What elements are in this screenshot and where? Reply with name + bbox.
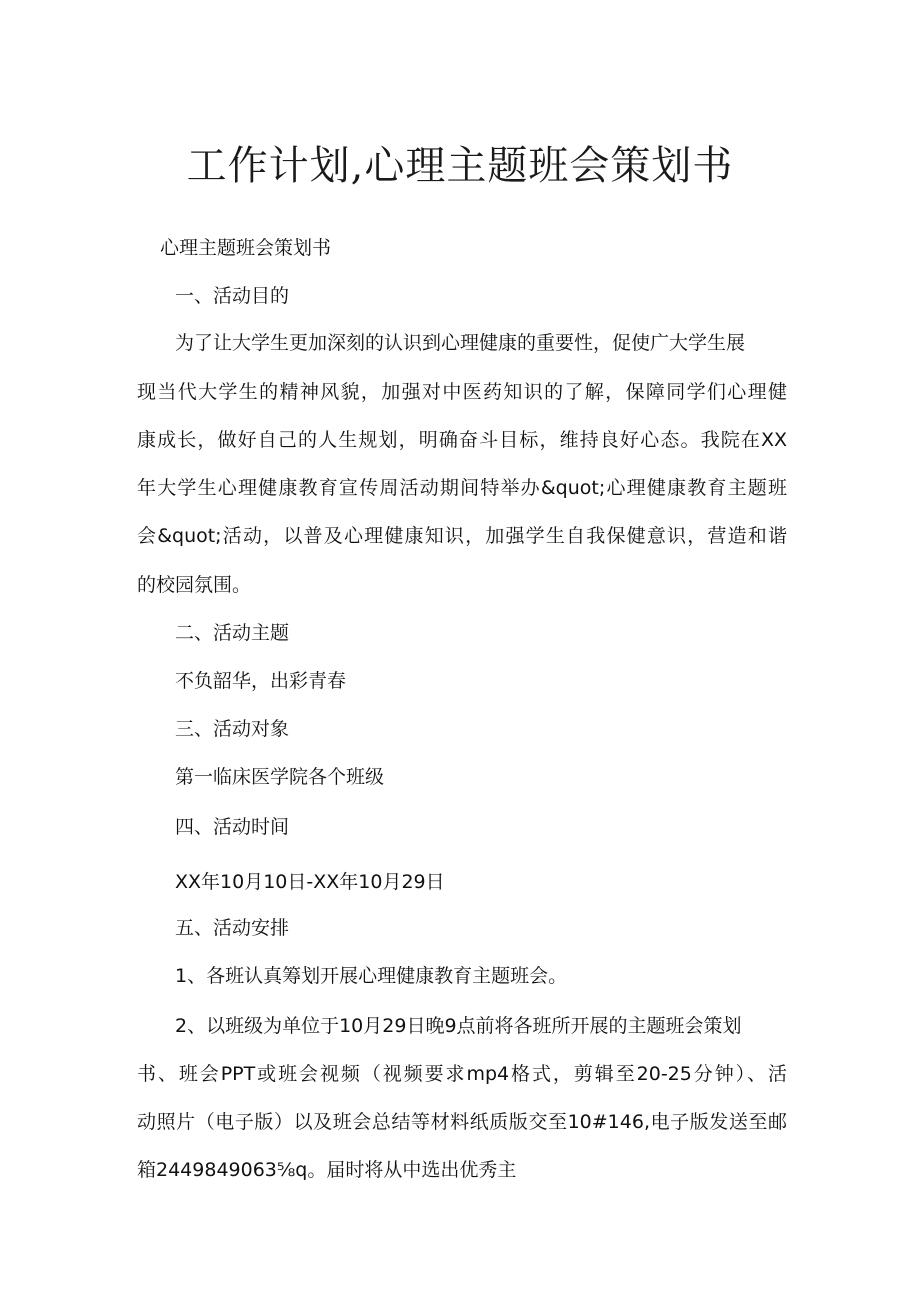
purpose-paragraph-line: 现当代大学生的精神风貌，加强对中医药知识的了解，保障同学们心理健 bbox=[137, 381, 787, 403]
arrangement-item-line: 动照片（电子版）以及班会总结等材料纸质版交至10#146,电子版发送至邮 bbox=[137, 1111, 787, 1133]
audience-text: 第一临床医学院各个班级 bbox=[175, 766, 385, 788]
arrangement-item-line: 书、班会PPT或班会视频（视频要求mp4格式，剪辑至20-25分钟）、活 bbox=[137, 1063, 787, 1085]
section-heading-theme: 二、活动主题 bbox=[175, 622, 290, 644]
section-heading-time: 四、活动时间 bbox=[175, 816, 290, 838]
section-heading-arrangement: 五、活动安排 bbox=[175, 917, 290, 939]
section-heading-audience: 三、活动对象 bbox=[175, 718, 290, 740]
page-title: 工作计划,心理主题班会策划书 bbox=[186, 143, 734, 189]
purpose-paragraph-line: 会&quot;活动，以普及心理健康知识，加强学生自我保健意识，营造和谐 bbox=[137, 525, 787, 547]
arrangement-item-line: 2、以班级为单位于10月29日晚9点前将各班所开展的主题班会策划 bbox=[175, 1015, 742, 1037]
time-text: XX年10月10日-XX年10月29日 bbox=[175, 871, 445, 893]
purpose-paragraph-line: 康成长，做好自己的人生规划，明确奋斗目标，维持良好心态。我院在XX bbox=[137, 429, 787, 451]
purpose-paragraph-line: 为了让大学生更加深刻的认识到心理健康的重要性，促使广大学生展 bbox=[175, 332, 746, 354]
section-heading-purpose: 一、活动目的 bbox=[175, 285, 290, 307]
theme-text: 不负韶华，出彩青春 bbox=[175, 670, 347, 692]
arrangement-item: 1、各班认真筹划开展心理健康教育主题班会。 bbox=[175, 965, 568, 987]
arrangement-item-line: 箱2449849063⅝q。届时将从中选出优秀主 bbox=[137, 1159, 517, 1181]
purpose-paragraph-line: 年大学生心理健康教育宣传周活动期间特举办&quot;心理健康教育主题班 bbox=[137, 477, 787, 499]
purpose-paragraph-line: 的校园氛围。 bbox=[137, 574, 252, 596]
document-subtitle: 心理主题班会策划书 bbox=[160, 237, 332, 259]
